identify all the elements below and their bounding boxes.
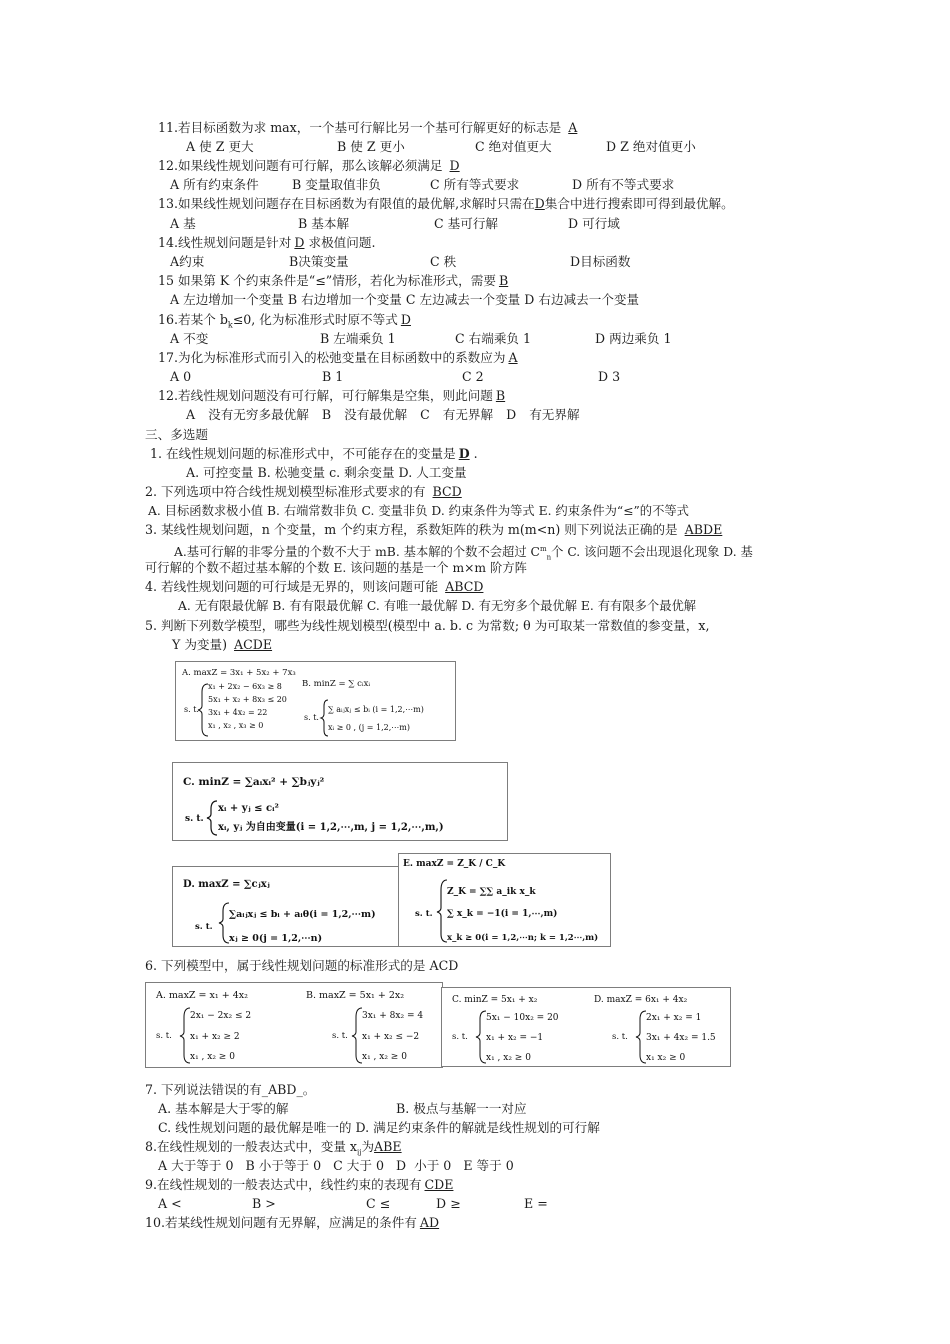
- fig-c-objective: C. minZ = ∑aᵢxᵢ² + ∑bⱼyⱼ²: [183, 776, 325, 788]
- m4-options: A. 无有限最优解 B. 有有限最优解 C. 有唯一最优解 D. 有无穷多个最优解 E. 有有限多个最优解: [178, 599, 697, 613]
- m6-b-c2: x₁ + x₂ ≤ −2: [362, 1032, 420, 1042]
- m1-answer: D: [458, 446, 470, 461]
- q11-option-a: A 使 Z 更大: [186, 139, 254, 154]
- m4-stem: 4. 若线性规划问题的可行域是无界的，则该问题可能 ABCD: [145, 579, 487, 595]
- m7-option-a: A. 基本解是大于零的解: [158, 1101, 289, 1116]
- q11-option-d: D Z 绝对值更小: [606, 139, 696, 154]
- fig-d-c2: xⱼ ≥ 0(j = 1,2,⋯n): [229, 933, 323, 944]
- fig-e-objective: E. maxZ = Z_K / C_K: [403, 859, 506, 869]
- m5-figure-d: [172, 866, 400, 947]
- m6-b-c1: 3x₁ + 8x₂ = 4: [362, 1011, 424, 1021]
- fig-ab-a-st: s. t.: [184, 705, 199, 714]
- q15-options: A 左边增加一个变量 B 右边增加一个变量 C 左边减去一个变量 D 右边减去一个变量: [170, 292, 640, 307]
- m6-c-c1: 5x₁ − 10x₂ = 20: [486, 1013, 559, 1023]
- fig-d-c1: ∑aᵢⱼxⱼ ≤ bᵢ + aᵢθ(i = 1,2,⋯m): [229, 909, 376, 920]
- m6-c-objective: C. minZ = 5x₁ + x₂: [452, 995, 538, 1005]
- q12a-answer: D: [449, 158, 460, 173]
- m6-d-c3: x₁ x₂ ≥ 0: [646, 1053, 686, 1063]
- q16-option-a: A 不变: [170, 331, 209, 346]
- m10-answer: AD: [419, 1215, 440, 1230]
- m5-stem: 5. 判断下列数学模型，哪些为线性规划模型(模型中 a. b. c 为常数; θ 为可取某一常数值的参变量，x,: [145, 618, 710, 633]
- fig-c-st: s. t.: [185, 814, 204, 824]
- m6-d-c2: 3x₁ + 4x₂ = 1.5: [646, 1033, 716, 1043]
- fig-d-st: s. t.: [195, 922, 213, 932]
- fig-ab-a-c4: x₁ , x₂ , x₃ ≥ 0: [208, 721, 264, 730]
- m6-d-objective: D. maxZ = 6x₁ + 4x₂: [594, 995, 688, 1005]
- q12a-option-c: C 所有等式要求: [430, 177, 520, 192]
- q13-option-b: B 基本解: [298, 216, 350, 231]
- q14-answer: D: [294, 235, 305, 250]
- m6-a-c3: x₁ , x₂ ≥ 0: [190, 1052, 235, 1062]
- q11-answer: A: [568, 120, 578, 135]
- m5-stem2: Y 为变量) ACDE: [172, 637, 276, 653]
- q12a-option-d: D 所有不等式要求: [572, 177, 675, 192]
- m9-option-c: C ≤: [366, 1196, 391, 1211]
- q17-stem: 17.为化为标准形式而引入的松弛变量在目标函数中的系数应为 A: [158, 350, 522, 366]
- m7-options-line2: C. 线性规划问题的最优解是唯一的 D. 满足约束条件的解就是线性规划的可行解: [158, 1120, 600, 1135]
- q16-stem: 16.若某个 $b_k\le 0$, 化为标准形式时原不等式 D: [158, 312, 415, 334]
- q14-option-d: D目标函数: [570, 254, 631, 269]
- m9-stem: 9.在线性规划的一般表达式中，线性约束的表现有 CDE: [145, 1177, 457, 1193]
- m9-option-b: B >: [252, 1196, 276, 1211]
- m6-d-c1: 2x₁ + x₂ = 1: [646, 1013, 702, 1023]
- m2-answer: BCD: [432, 484, 462, 499]
- m6-d-st: s. t.: [612, 1032, 628, 1042]
- m6-b-objective: B. maxZ = 5x₁ + 2x₂: [306, 990, 405, 1001]
- fig-ab-b-st: s. t.: [304, 713, 319, 722]
- m6-c-c3: x₁ , x₂ ≥ 0: [486, 1053, 531, 1063]
- q13-answer: D: [534, 196, 545, 211]
- fig-ab-a-c1: x₁ + 2x₂ − 6x₃ ≥ 8: [208, 682, 282, 691]
- fig-d-objective: D. maxZ = ∑cⱼxⱼ: [183, 879, 270, 890]
- q11-stem: 11.若目标函数为求 max，一个基可行解比另一个基可行解更好的标志是 A: [158, 120, 581, 136]
- q12b-options: A 没有无穷多最优解 B 没有最优解 C 有无界解 D 有无界解: [186, 407, 580, 422]
- q16-option-c: C 右端乘负 1: [455, 331, 532, 346]
- m7-stem: 7. 下列说法错误的有_ABD_。: [145, 1082, 316, 1097]
- m9-option-d: D ≥: [436, 1196, 461, 1211]
- q13-option-a: A 基: [170, 216, 196, 231]
- fig-ab-b-objective: B. minZ = ∑ cᵢxᵢ: [302, 679, 371, 689]
- q13-option-c: C 基可行解: [434, 216, 499, 231]
- q16-option-d: D 两边乘负 1: [595, 331, 672, 346]
- q16-answer: D: [400, 312, 411, 327]
- fig-ab-a-objective: A. maxZ = 3x₁ + 5x₂ + 7x₃: [182, 668, 296, 678]
- q11-option-c: C 绝对值更大: [475, 139, 552, 154]
- fig-c-c2: xᵢ, yⱼ 为自由变量(i = 1,2,⋯,m, j = 1,2,⋯,m,): [218, 822, 444, 833]
- m6-figure-ab: [145, 982, 443, 1068]
- m6-stem: 6. 下列模型中，属于线性规划问题的标准形式的是 ACD: [145, 958, 459, 973]
- m1-options: A. 可控变量 B. 松驰变量 c. 剩余变量 D. 人工变量: [186, 465, 467, 480]
- m8-answer: ABE: [374, 1139, 402, 1154]
- m6-figure-cd: [441, 987, 731, 1067]
- m7-option-b: B. 极点与基解一一对应: [396, 1101, 527, 1116]
- q17-option-b: B 1: [322, 369, 344, 384]
- m6-b-c3: x₁ , x₂ ≥ 0: [362, 1052, 407, 1062]
- q15-answer: B: [498, 273, 509, 288]
- q12b-answer: B: [495, 388, 506, 403]
- fig-ab-b-c1: ∑ aᵢⱼxⱼ ≤ bᵢ (i = 1,2,⋯m): [328, 705, 424, 714]
- q17-option-c: C 2: [462, 369, 484, 384]
- q17-option-a: A 0: [170, 369, 192, 384]
- q17-answer: A: [508, 350, 518, 365]
- m9-option-e: E =: [524, 1196, 548, 1211]
- q12a-option-b: B 变量取值非负: [292, 177, 381, 192]
- m6-a-objective: A. maxZ = x₁ + 4x₂: [156, 990, 248, 1001]
- m6-a-c1: 2x₁ − 2x₂ ≤ 2: [190, 1011, 252, 1021]
- m9-answer: CDE: [424, 1177, 454, 1192]
- m9-option-a: A <: [158, 1196, 182, 1211]
- m4-answer: ABCD: [445, 579, 484, 594]
- q16-option-b: B 左端乘负 1: [320, 331, 396, 346]
- m3-stem: 3. 某线性规划问题，n 个变量，m 个约束方程，系数矩阵的秩为 m(m<n) 则下列说法正确的是 ABDE: [145, 522, 726, 538]
- m5-figure-ab: [175, 661, 456, 741]
- m6-c-st: s. t.: [452, 1032, 468, 1042]
- q12a-stem: 12.如果线性规划问题有可行解，那么该解必须满足 D: [158, 158, 464, 174]
- m6-b-st: s. t.: [332, 1031, 348, 1041]
- q12a-option-a: A 所有约束条件: [170, 177, 259, 192]
- m6-a-c2: x₁ + x₂ ≥ 2: [190, 1032, 240, 1042]
- m5-figure-c: [172, 762, 508, 841]
- m3-answer: ABDE: [684, 522, 723, 537]
- fig-e-c3: x_k ≥ 0(i = 1,2,⋯n; k = 1,2⋯,m): [447, 933, 599, 943]
- section-heading: 三、多选题: [145, 427, 208, 442]
- m2-options: A. 目标函数求极小值 B. 右端常数非负 C. 变量非负 D. 约束条件为等式 E. 约束条件为“≤”的不等式: [148, 504, 689, 518]
- m8-options: A 大于等于 0 B 小于等于 0 C 大于 0 D 小于 0 E 等于 0: [158, 1158, 514, 1173]
- q13-option-d: D 可行域: [568, 216, 620, 231]
- q11-option-b: B 使 Z 更小: [337, 139, 405, 154]
- m3-line2: A.基可行解的非零分量的个数不大于 mB. 基本解的个数不会超过 $C^m_n$个 C. 该问题不会出现退化现象 D. 基: [174, 545, 753, 562]
- q13-stem: 13.如果线性规划问题存在目标函数为有限值的最优解,求解时只需在D集合中进行搜索即可得到最优解。: [158, 196, 734, 211]
- m10-stem: 10.若某线性规划问题有无界解，应满足的条件有 AD: [145, 1215, 443, 1231]
- m5-figure-e: [398, 853, 611, 947]
- q14-stem: 14.线性规划问题是针对 D 求极值问题.: [158, 235, 376, 250]
- m5-answer: ACDE: [234, 637, 273, 652]
- m8-stem: 8.在线性规划的一般表达式中，变量 $x_{ij}$为ABE: [145, 1139, 402, 1157]
- m6-c-c2: x₁ + x₂ = −1: [486, 1033, 544, 1043]
- fig-e-st: s. t.: [415, 909, 433, 919]
- q14-option-a: A约束: [170, 254, 205, 269]
- q12b-stem: 12.若线性规划问题没有可行解，可行解集是空集，则此问题 B: [158, 388, 509, 404]
- fig-ab-b-c2: xᵢ ≥ 0 , (j = 1,2,⋯m): [328, 723, 410, 732]
- fig-e-c2: ∑ x_k = −1(i = 1,⋯,m): [447, 909, 558, 919]
- m1-stem: 1. 在线性规划问题的标准形式中，不可能存在的变量是 D .: [150, 446, 478, 461]
- q14-option-c: C 秩: [430, 254, 457, 269]
- q17-option-d: D 3: [598, 369, 621, 384]
- m2-stem: 2. 下列选项中符合线性规划模型标准形式要求的有 BCD: [145, 484, 466, 500]
- m3-line3: 可行解的个数不超过基本解的个数 E. 该问题的基是一个 m×m 阶方阵: [145, 561, 527, 575]
- fig-c-c1: xᵢ + yⱼ ≤ cᵢ²: [218, 803, 279, 814]
- m6-a-st: s. t.: [156, 1031, 172, 1041]
- q15-stem: 15 如果第 K 个约束条件是“≤”情形，若化为标准形式，需要 B: [158, 273, 512, 289]
- q14-option-b: B决策变量: [289, 254, 349, 269]
- fig-ab-a-c2: 5x₁ + x₂ + 8x₃ ≤ 20: [208, 695, 287, 704]
- fig-ab-a-c3: 3x₁ + 4x₂ = 22: [208, 708, 268, 717]
- fig-e-c1: Z_K = ∑∑ a_ik x_k: [447, 887, 536, 897]
